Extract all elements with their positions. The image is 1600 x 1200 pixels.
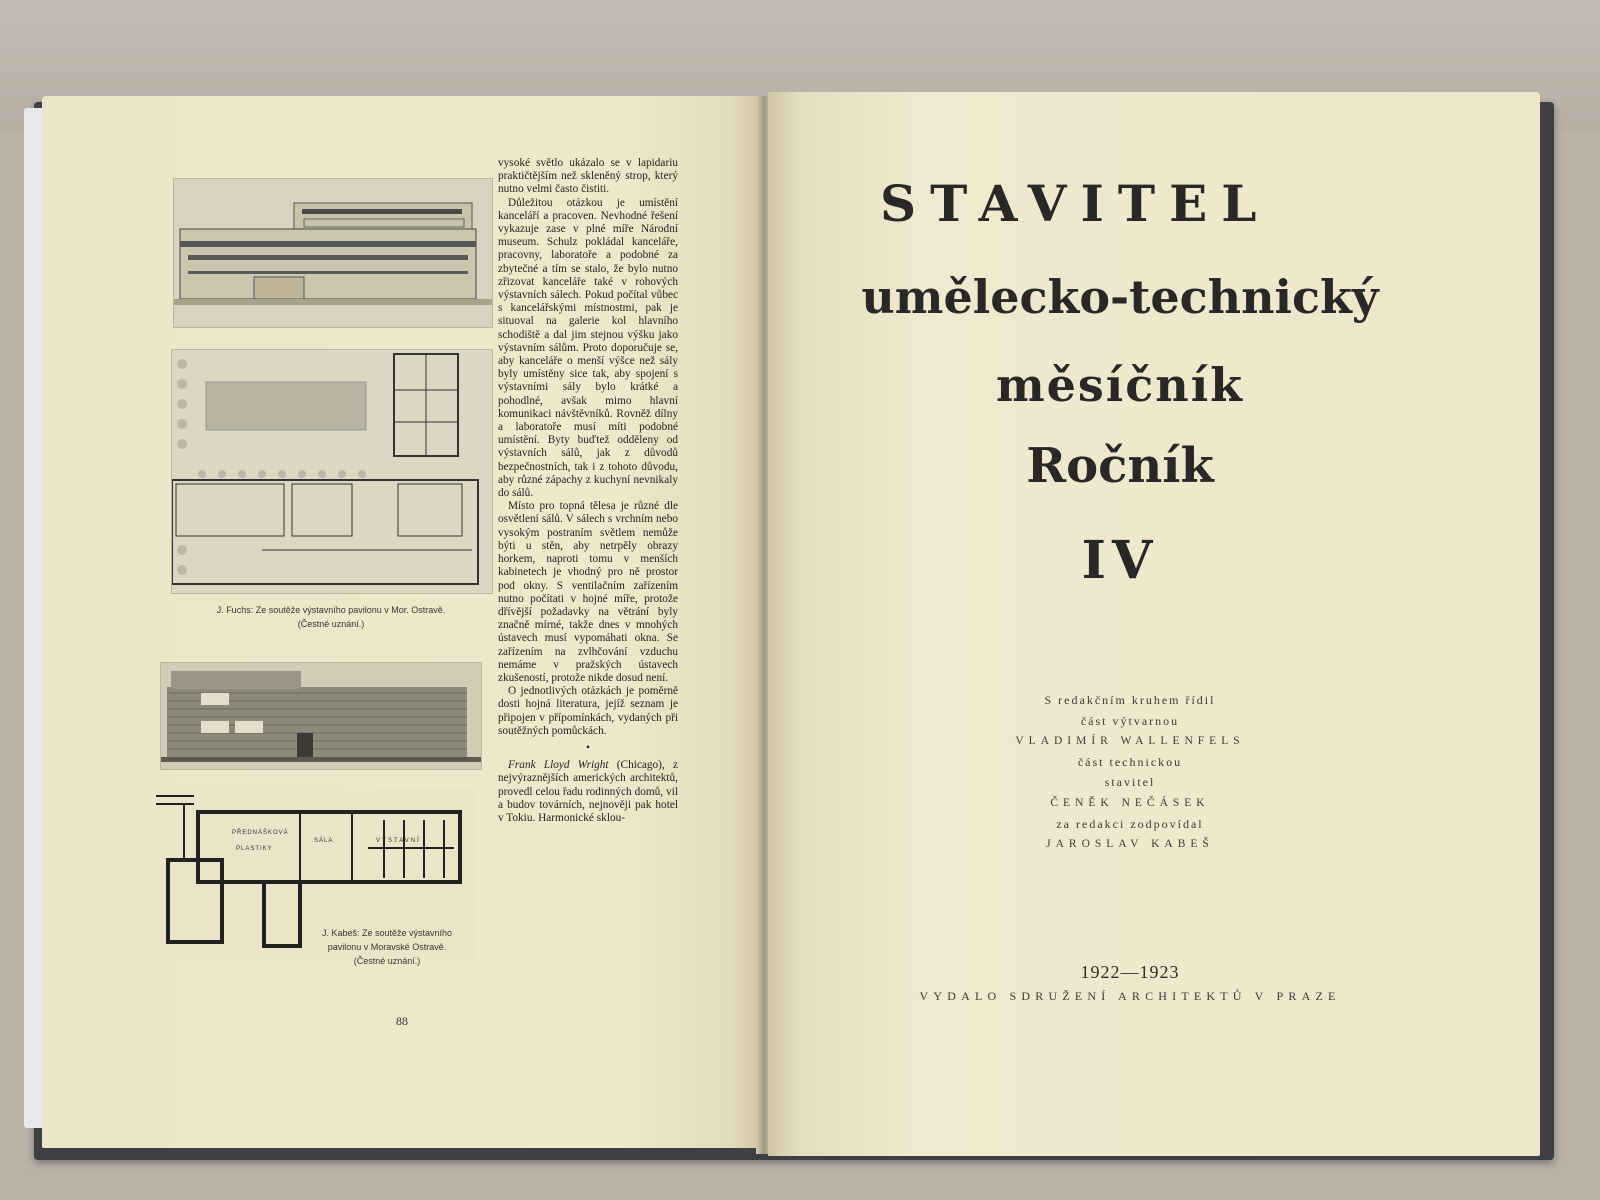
credits-line8: JAROSLAV KABEŠ xyxy=(1046,838,1214,851)
volume-number: IV xyxy=(1081,530,1159,591)
figure2-caption-line3: (Čestné uznání.) xyxy=(353,956,421,966)
publisher-line: VYDALO SDRUŽENÍ ARCHITEKTŮ V PRAZE xyxy=(919,989,1341,1003)
paragraph-5-name: Frank Lloyd Wright xyxy=(508,759,609,772)
credits-line4: část technickou xyxy=(1077,754,1183,769)
paragraph-separator: • xyxy=(586,741,590,754)
paragraph-1: vysoké světlo ukázalo se v lapidariu praktičtějším než skleněný strop, který nutno velmi často čistiti. xyxy=(498,157,678,196)
credits-line3: VLADIMÍR WALLENFELS xyxy=(1015,735,1245,748)
figure-elevation-kabes xyxy=(160,662,482,770)
credits-line6: ČENĚK NEČÁSEK xyxy=(1050,796,1210,809)
figure2-caption-line2: pavilonu v Moravské Ostravě. xyxy=(327,942,447,952)
paragraph-5-text: (Chicago), z nejvýraznějších amerických architektů, provedl celou řadu rodinných domů, vil a budov továrních, nejnověji pak hotel v Tokiu. Harmonické sklou- xyxy=(498,759,678,824)
paragraph-5 xyxy=(498,759,678,825)
paragraph-2: Důležitou otázkou je umístění kanceláří a pracoven. Nevhodné řešení vykazuje zase v plné míře Národní museum. Schulz pokládal kanceláře, pracovny, laboratoře a podobné za zbytečné a tím se stalo, že bylo nutno zřizovat kanceláře také v rohových výstavních sálech. Pokud počítal vůbec s kancelářskými místnostmi, pak je situoval na galerie kol hlavního schodiště a dal jim stejnou výšku jako výstavním sálům. Proto doporučuje se, aby kanceláře o menší výšce než sály byly umístěny sice tak, aby spojení s výstavními sály bylo krátké a pohodlné, avšak mimo hlavní komunikaci návštěvníků. Rovněž dílny a laboratoře musí míti podobné umístění. Byty buďtež odděleny od výstavních sálů, jak z důvodů bezpečnostních, tak i z tohoto důvodu, aby různé zápachy z kuchyní nevnikaly do sálů. xyxy=(498,196,678,500)
figure2-caption xyxy=(312,926,462,968)
figure1-caption xyxy=(171,603,491,631)
editorial-credits xyxy=(980,690,1280,855)
credits-line5: stavitel xyxy=(1104,775,1156,790)
plan-label-4: VÝSTAVNÍ xyxy=(376,838,421,844)
publication-years: 1922—1923 xyxy=(1080,962,1180,982)
figure1-caption-line2: (Čestné uznání.) xyxy=(297,619,365,629)
magazine-title: STAVITEL xyxy=(880,174,1271,233)
figure1-caption-line1: J. Fuchs: Ze soutěže výstavního pavilonu v Mor. Ostravě. xyxy=(216,605,446,615)
plan-label-1: PŘEDNÁŠKOVÁ xyxy=(232,830,289,836)
figure-elevation-fuchs xyxy=(173,178,493,328)
plan-label-3: SÁLA xyxy=(314,838,334,844)
plan-label-2: PLASTIKY xyxy=(236,846,273,852)
figure-plan-fuchs xyxy=(171,349,493,594)
paragraph-3: Místo pro topná tělesa je různé dle osvětlení sálů. V sálech s vrchním nebo vysokým postraním světlem nemůže býti u stěn, aby netrpěly obrazy horkem, naproti tomu v menších kabinetech je vhodný pro ně prostor pod okny. S ventilačním zařízením nutno počítati v hojné míře, protože dřívější požadavky na větrání byly značně mírné, takže dnes v mnohých ústavech musí vypomáhati okna. Se zařízením na zvlhčování vzduchu nemáme v pražských ústavech zkušeností, protože nikde dosud není. xyxy=(498,500,678,684)
subtitle-line2: měsíčník xyxy=(995,358,1245,412)
credits-line1: S redakčním kruhem řídil xyxy=(1044,693,1216,707)
page-number: 88 xyxy=(396,1014,408,1028)
figure2-caption-line1: J. Kabeš: Ze soutěže výstavního xyxy=(321,928,453,938)
credits-line7: za redakci zodpovídal xyxy=(1056,816,1204,831)
text-column xyxy=(498,157,678,825)
paragraph-4: O jednotlivých otázkách je poměrně dosti hojná literatura, jejíž seznam je připojen v přípomínkách, vydaných při soutěžných pomůckách. xyxy=(498,685,678,737)
subtitle-line1: umělecko-technický xyxy=(861,270,1379,324)
subtitle-line3: Ročník xyxy=(1026,438,1214,494)
credits-line2: část výtvarnou xyxy=(1080,713,1180,728)
